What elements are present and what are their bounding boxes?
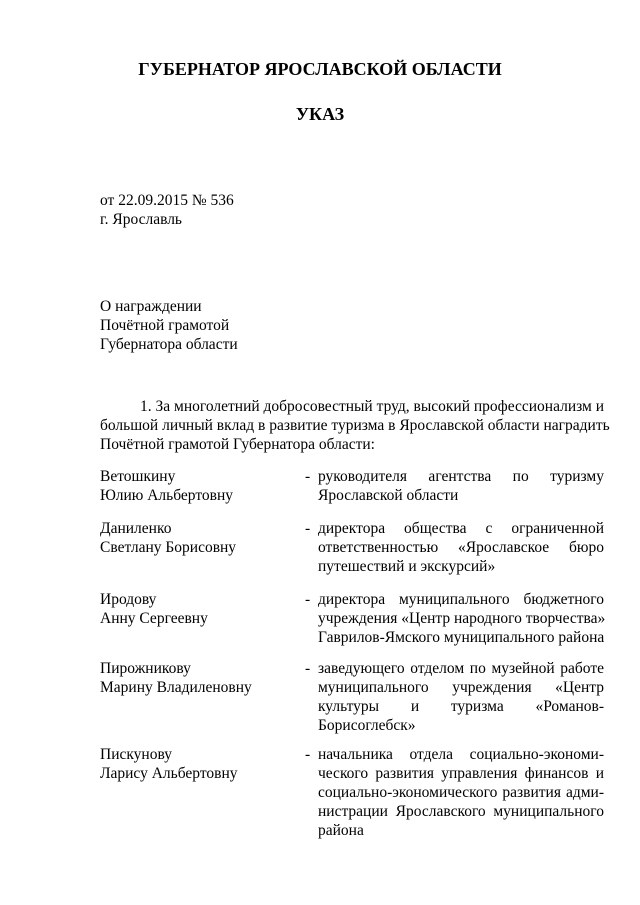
dash-separator: - — [305, 660, 311, 677]
position-line: директора муниципального бюджетного — [318, 591, 604, 608]
dash-separator: - — [305, 468, 311, 485]
position-line: заведующего отделом по музейной работе — [318, 660, 604, 677]
awardee-position — [318, 519, 604, 576]
awardee-surname: Иродову — [100, 591, 157, 608]
awardee-surname: Пискунову — [100, 746, 173, 763]
awardee-surname: Пирожникову — [100, 660, 191, 677]
awardee-name — [100, 590, 300, 628]
awardee-name — [100, 519, 300, 557]
position-line: муниципального учреждения «Центр — [318, 679, 604, 696]
awardee-surname: Ветошкину — [100, 468, 176, 485]
city: г. Ярославль — [100, 211, 182, 228]
awardee-name — [100, 659, 300, 697]
position-line: культуры и туризма «Романов- — [318, 698, 604, 715]
awardee-given-names: Анну Сергеевну — [100, 610, 208, 627]
awardee-surname: Даниленко — [100, 520, 172, 537]
dash-separator: - — [305, 591, 311, 608]
awardee-given-names: Ларису Альбертовну — [100, 765, 238, 782]
date-number: от 22.09.2015 № 536 — [100, 192, 234, 209]
position-line: нистрации Ярославского муниципального — [318, 803, 604, 820]
subject-block — [100, 297, 238, 354]
awardee-given-names: Светлану Борисовну — [100, 539, 237, 556]
position-line: путешествий и экскурсий» — [318, 558, 496, 575]
position-line: Борисоглебск» — [318, 717, 416, 734]
awardee-position — [318, 745, 604, 840]
document-type-heading: УКАЗ — [295, 104, 345, 124]
position-line: района — [318, 822, 364, 839]
awardee-position — [318, 467, 604, 505]
position-line: ческого развития управления финансов и — [318, 765, 604, 782]
dash-separator: - — [305, 746, 311, 763]
subject-line: Губернатора области — [100, 336, 238, 353]
awardee-position — [318, 590, 604, 647]
position-line: социально-экономического развития адми- — [318, 784, 604, 801]
position-line: директора общества с ограниченной — [318, 520, 604, 537]
dash-separator: - — [305, 520, 311, 537]
awardee-given-names: Юлию Альбертовну — [100, 487, 233, 504]
paragraph-line: большой личный вклад в развитие туризма в Ярославской области наградить — [100, 417, 610, 434]
awardee-position — [318, 659, 604, 735]
position-line: Ярославской области — [318, 487, 459, 504]
position-line: ответственностью «Ярославское бюро — [318, 539, 604, 556]
awardee-given-names: Марину Владиленовну — [100, 679, 252, 696]
paragraph-line: Почётной грамотой Губернатора области: — [100, 436, 375, 453]
main-paragraph — [100, 397, 610, 454]
subject-line: О награждении — [100, 298, 202, 315]
paragraph-line: 1. За многолетний добросовестный труд, высокий профессионализм и — [140, 398, 605, 415]
awardee-name — [100, 467, 300, 505]
authority-heading: ГУБЕРНАТОР ЯРОСЛАВСКОЙ ОБЛАСТИ — [138, 59, 502, 79]
subject-line: Почётной грамотой — [100, 317, 230, 334]
position-line: руководителя агентства по туризму — [318, 468, 604, 485]
awardee-name — [100, 745, 300, 783]
position-line: учреждения «Центр народного творчества» — [318, 610, 606, 627]
position-line: начальника отдела социально-экономи- — [318, 746, 604, 763]
position-line: Гаврилов-Ямского муниципального района — [318, 629, 605, 646]
